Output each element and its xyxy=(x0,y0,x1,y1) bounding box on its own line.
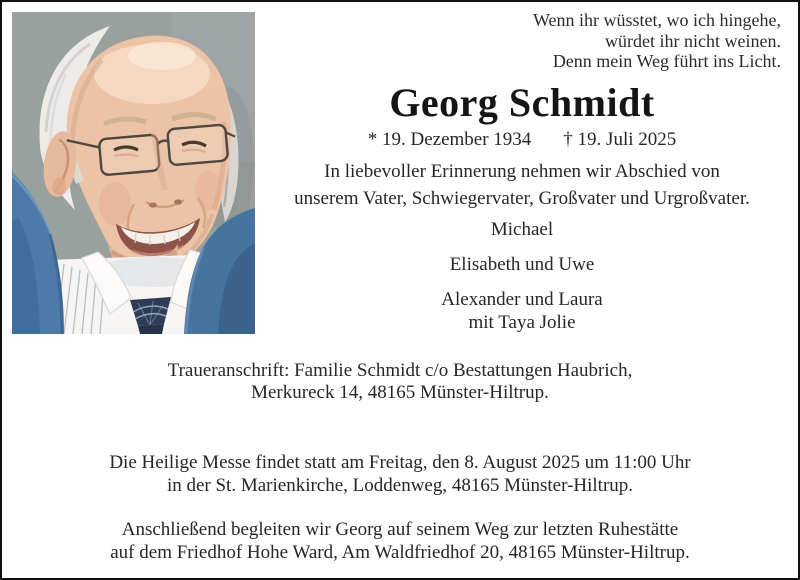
birth-date: * 19. Dezember 1934 xyxy=(367,129,532,150)
funeral-service-info xyxy=(2,452,798,497)
burial-line: Anschließend begleiten wir Georg auf seinem Weg zur letzten Ruhestätte xyxy=(121,519,679,540)
mourner-elisabeth-uwe: Elisabeth und Uwe xyxy=(449,254,595,275)
life-dates xyxy=(255,129,789,151)
mourner-alexander-laura xyxy=(255,289,789,334)
portrait-photo xyxy=(12,12,255,334)
epigraph xyxy=(533,10,781,72)
burial-line: auf dem Friedhof Hohe Ward, Am Waldfriedhof 20, 48165 Münster-Hiltrup. xyxy=(110,541,690,563)
mourner-michael: Michael xyxy=(490,219,554,240)
address-line: Traueranschrift: Familie Schmidt c/o Bestattungen Haubrich, xyxy=(167,360,633,381)
service-line: in der St. Marienkirche, Loddenweg, 48165 Münster-Hiltrup. xyxy=(166,474,634,496)
mourner-line: mit Taya Jolie xyxy=(468,311,576,333)
epigraph-line: Denn mein Weg führt ins Licht. xyxy=(552,51,781,71)
address-line: Merkureck 14, 48165 Münster-Hiltrup. xyxy=(251,382,549,403)
deceased-name: Georg Schmidt xyxy=(389,80,655,125)
mourner-line: Alexander und Laura xyxy=(441,289,603,310)
burial-info xyxy=(2,519,798,564)
epigraph-line: Wenn ihr wüsstet, wo ich hingehe, xyxy=(532,10,781,30)
epigraph-line: würdet ihr nicht weinen. xyxy=(605,30,781,51)
farewell-line: In liebevoller Erinnerung nehmen wir Abschied von xyxy=(324,161,720,182)
service-line: Die Heilige Messe findet statt am Freitag, den 8. August 2025 um 11:00 Uhr xyxy=(109,452,691,473)
condolence-address xyxy=(2,360,798,404)
farewell-line: unserem Vater, Schwiegervater, Großvater und Urgroßvater. xyxy=(294,188,750,209)
farewell-text xyxy=(255,158,789,212)
portrait-illustration xyxy=(12,12,255,334)
death-date: † 19. Juli 2025 xyxy=(563,129,677,150)
